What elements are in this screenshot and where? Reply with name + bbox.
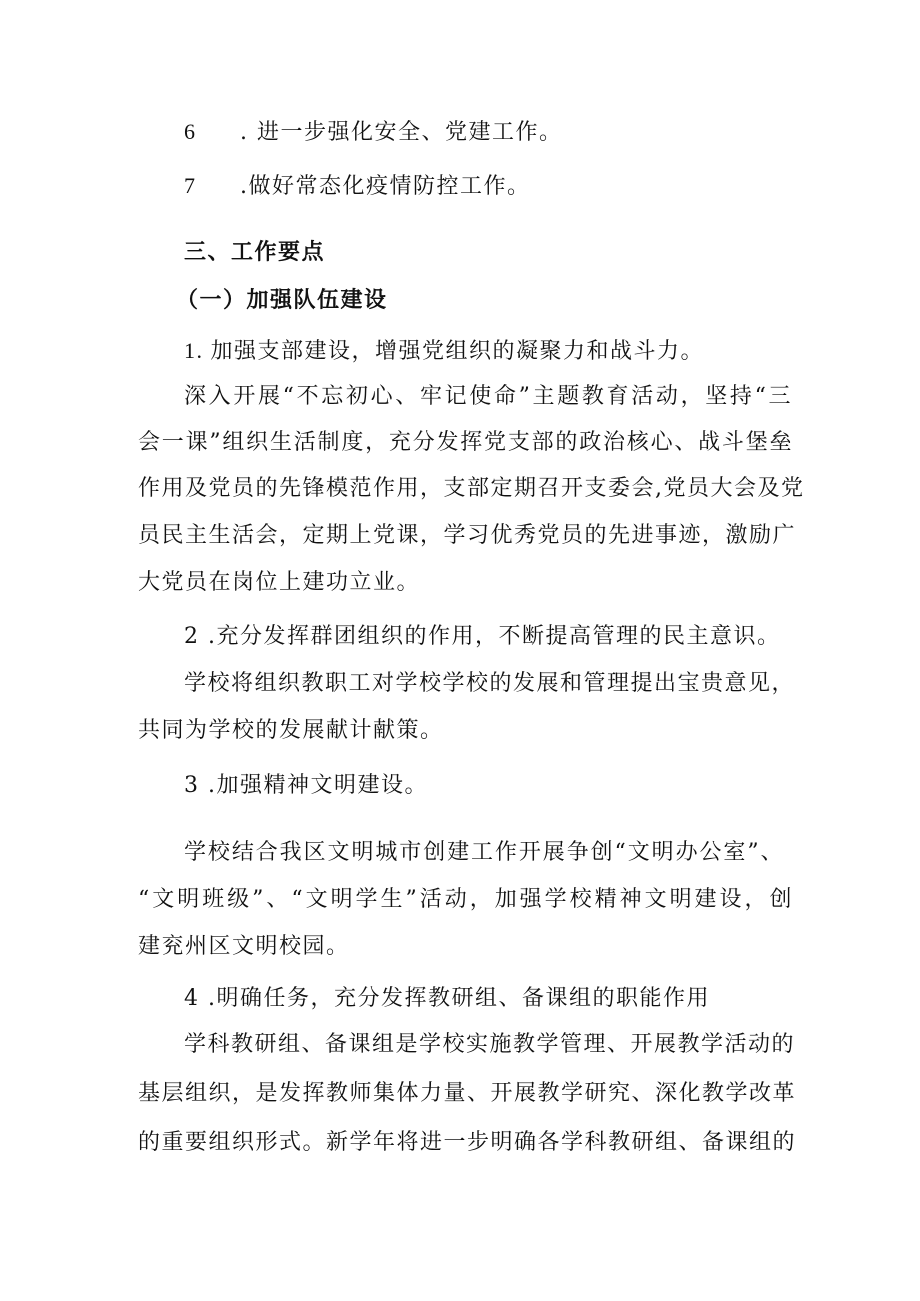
point-4-heading: 4 .明确任务，充分发挥教研组、备课组的职能作用	[184, 986, 710, 1011]
paragraph-line: 建兖州区文明校园。	[138, 934, 350, 959]
point-1-heading: 1. 加强支部建设，增强党组织的凝聚力和战斗力。	[184, 338, 705, 363]
paragraph-line: 的重要组织形式。新学年将进一步明确各学科教研组、备课组的	[138, 1130, 797, 1155]
point-2-heading: 2 .充分发挥群团组织的作用，不断提高管理的民主意识。	[184, 624, 781, 649]
paragraph-line: 学校结合我区文明城市创建工作开展争创“文明办公室”、	[184, 840, 784, 865]
paragraph-line: 基层组织，是发挥教师集体力量、开展教学研究、深化教学改革	[138, 1081, 797, 1106]
paragraph-line: 学校将组织教职工对学校学校的发展和管理提出宝贵意见，	[184, 671, 796, 696]
list-item-6	[184, 117, 794, 148]
paragraph-line: 共同为学校的发展献计献策。	[138, 718, 444, 743]
paragraph-line: 员民主生活会，定期上党课，学习优秀党员的先进事迹，激励广	[138, 523, 797, 548]
paragraph-line: 深入开展“不忘初心、牢记使命”主题教育活动，坚持“三	[184, 384, 792, 409]
item-number: 7	[184, 173, 195, 198]
point-3-heading: 3 .加强精神文明建设。	[184, 773, 428, 798]
item-text: .做好常态化疫情防控工作。	[240, 174, 531, 199]
section-heading: 三、工作要点	[184, 240, 326, 265]
list-item-7	[184, 171, 794, 202]
subsection-heading: （一）加强队伍建设	[176, 288, 388, 313]
paragraph-line: 学科教研组、备课组是学校实施教学管理、开展教学活动的	[184, 1032, 796, 1057]
paragraph-line: 大党员在岗位上建功立业。	[138, 570, 421, 595]
paragraph-line: 会一课”组织生活制度，充分发挥党支部的政治核心、战斗堡垒	[138, 430, 793, 455]
paragraph-line: “文明班级”、“文明学生”活动，加强学校精神文明建设，创	[138, 887, 793, 912]
item-text: . 进一步强化安全、党建工作。	[240, 120, 563, 145]
paragraph-line: 作用及党员的先锋模范作用，支部定期召开支委会,党员大会及党	[138, 476, 805, 501]
item-number: 6	[184, 119, 195, 144]
